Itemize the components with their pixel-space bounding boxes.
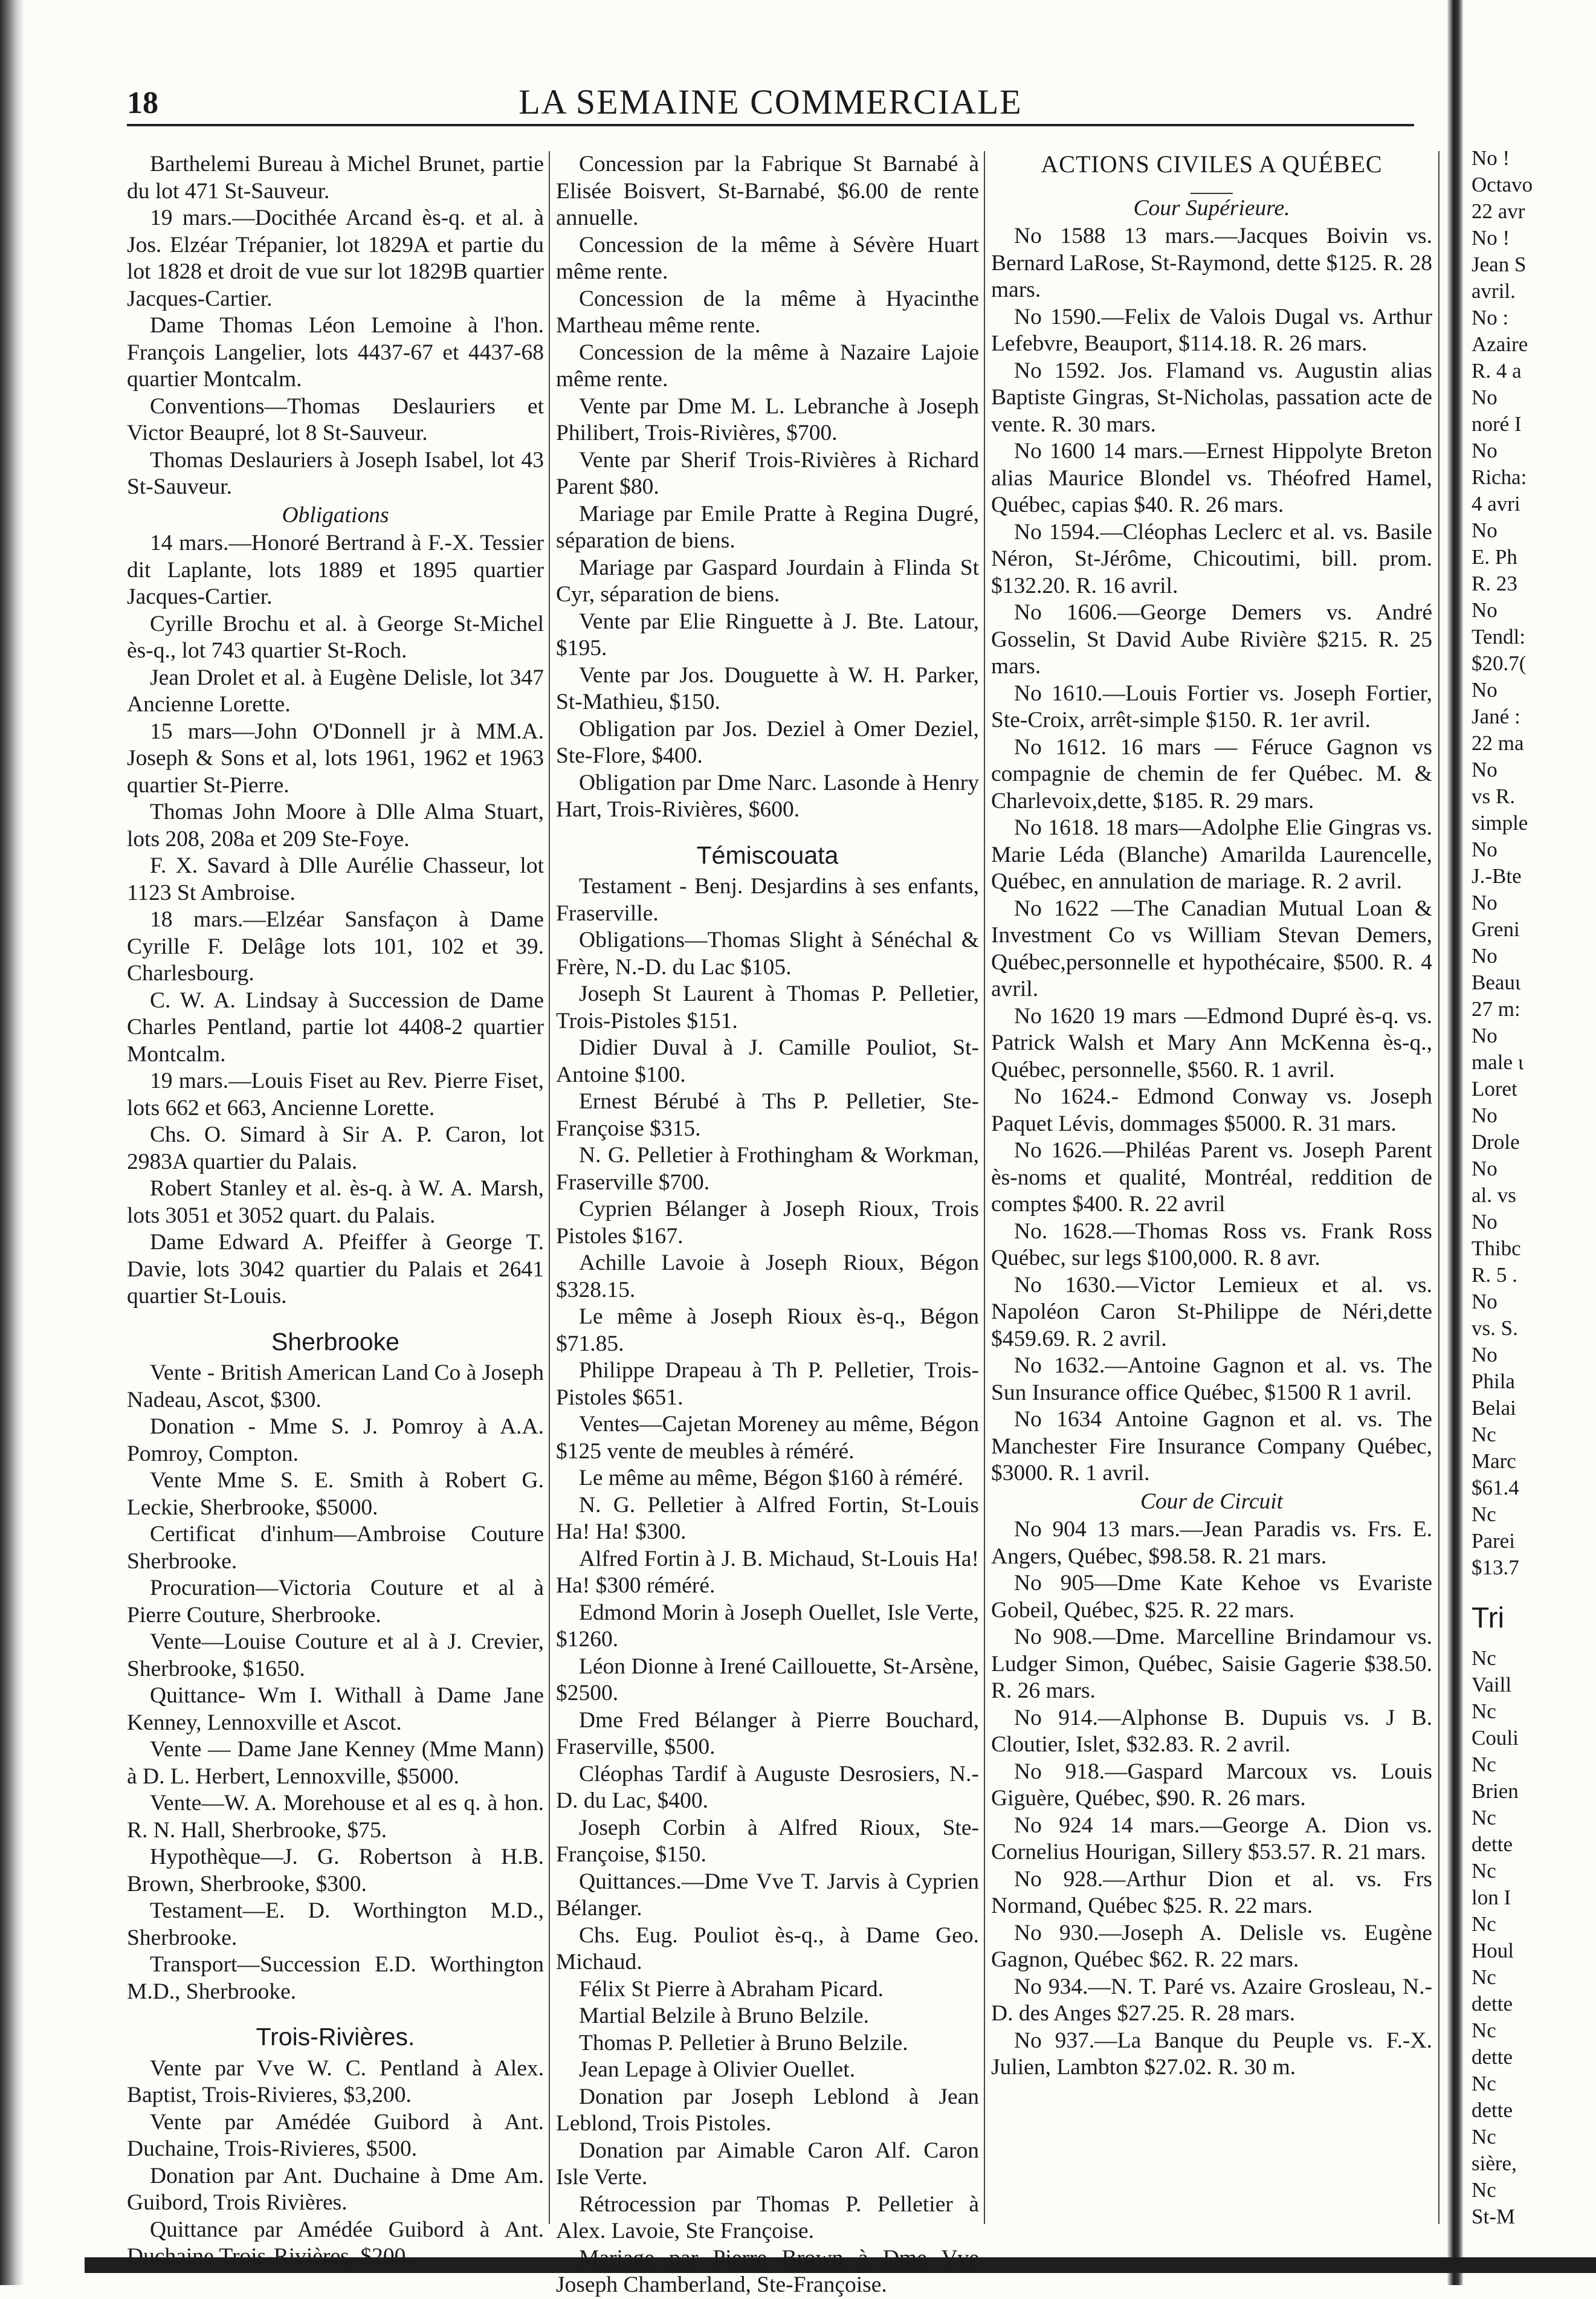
- court-case-entry: No 1590.—Felix de Valois Dugal vs. Arthur Lefebvre, Beauport, $114.18. R. 26 mars.: [991, 304, 1432, 356]
- text-fragment: Marc: [1472, 1449, 1516, 1473]
- text-fragment: Nc: [1472, 2019, 1496, 2042]
- temiscouata-entry: Philippe Drapeau à Th P. Pelletier, Trois-Pistoles $651.: [556, 1358, 979, 1410]
- temiscouata-entry: Le même à Joseph Rioux ès-q., Bégon $71.85.: [556, 1304, 979, 1356]
- column-2: [556, 151, 979, 2297]
- text-fragment: dette: [1472, 2098, 1513, 2122]
- page-edge-left: [0, 0, 24, 2285]
- court-case-entry: No 908.—Dme. Marcelline Brindamour vs. Ludger Simon, Québec, Saisie Gagerie $38.50. R. 26 mars.: [991, 1625, 1432, 1703]
- temiscouata-entry: Cléophas Tardif à Auguste Desrosiers, N.-D. du Lac, $400.: [556, 1761, 979, 1813]
- text-fragment: 22 avr: [1472, 199, 1525, 223]
- registry-entry: Mariage par Emile Pratte à Regina Dugré, séparation de biens.: [556, 501, 979, 553]
- temiscouata-entry: Obligations—Thomas Slight à Sénéchal & Frère, N.-D. du Lac $105.: [556, 928, 979, 980]
- text-fragment: Nc: [1472, 1502, 1496, 1526]
- column-3: [991, 151, 1432, 2230]
- court-case-entry: No 1600 14 mars.—Ernest Hippolyte Breton alias Maurice Blondel vs. Théofred Hamel, Québec, capias $40. R. 26 mars.: [991, 439, 1432, 517]
- text-fragment: No: [1472, 891, 1497, 914]
- text-fragment: Parei: [1472, 1529, 1515, 1553]
- temiscouata-entry: Le même au même, Bégon $160 à réméré.: [579, 1466, 964, 1490]
- cour-de-circuit-list: [991, 1516, 1432, 2081]
- obligation-entry: C. W. A. Lindsay à Succession de Dame Charles Pentland, partie lot 4408-2 quartier Montcalm.: [127, 988, 544, 1067]
- text-fragment: No: [1472, 944, 1497, 968]
- text-fragment: Drole: [1472, 1130, 1520, 1154]
- text-fragment: Nc: [1472, 1859, 1496, 1883]
- temiscouata-entry: Cyprien Bélanger à Joseph Rioux, Trois Pistoles $167.: [556, 1197, 979, 1249]
- temiscouata-entry: Donation par Joseph Leblond à Jean Leblond, Trois Pistoles.: [556, 2084, 979, 2136]
- text-fragment: dette: [1472, 1832, 1513, 1856]
- text-fragment: No: [1472, 439, 1497, 462]
- text-fragment: No: [1472, 678, 1497, 702]
- temiscouata-entry: Dme Fred Bélanger à Pierre Bouchard, Fraserville, $500.: [556, 1707, 979, 1759]
- text-fragment: 4 avri: [1472, 492, 1520, 516]
- text-fragment: No: [1472, 1024, 1497, 1047]
- page-number: 18: [127, 86, 158, 120]
- registry-entry: Mariage par Gaspard Jourdain à Flinda St Cyr, séparation de biens.: [556, 555, 979, 607]
- sherbrooke-entry: Vente — Dame Jane Kenney (Mme Mann) à D. L. Herbert, Lennoxville, $5000.: [127, 1737, 544, 1789]
- section-title-sherbrooke: Sherbrooke: [271, 1327, 399, 1356]
- court-case-entry: No 924 14 mars.—George A. Dion vs. Cornelius Hourigan, Sillery $53.57. R. 21 mars.: [991, 1812, 1432, 1864]
- court-case-entry: No 930.—Joseph A. Delisle vs. Eugène Gagnon, Québec $62. R. 22 mars.: [991, 1920, 1432, 1972]
- text-fragment: Brien: [1472, 1779, 1519, 1803]
- court-case-entry: No 934.—N. T. Paré vs. Azaire Grosleau, N.-D. des Anges $27.25. R. 28 mars.: [991, 1974, 1432, 2026]
- section-title-actions-civiles: ACTIONS CIVILES A QUÉBEC: [1041, 150, 1383, 178]
- text-fragment: Nc: [1472, 2072, 1496, 2095]
- text-fragment: Houl: [1472, 1939, 1514, 1962]
- text-fragment: lon I: [1472, 1886, 1511, 1909]
- text-fragment: Jean S: [1472, 253, 1527, 276]
- obligation-entry: Dame Edward A. Pfeiffer à George T. Davie, lots 3042 quartier du Palais et 2641 quartier St-Louis.: [127, 1230, 544, 1308]
- temiscouata-entry: Jean Lepage à Olivier Ouellet.: [579, 2057, 856, 2082]
- text-fragment: Jané :: [1472, 705, 1520, 728]
- cutoff-fragments-b: [1472, 1645, 1596, 2230]
- subheading-cour-superieure: Cour Supérieure.: [1133, 195, 1290, 221]
- temiscouata-entry: Ventes—Cajetan Moreney au même, Bégon $125 vente de meubles à réméré.: [556, 1412, 979, 1464]
- text-fragment: avril.: [1472, 279, 1516, 303]
- subheading-cour-de-circuit: Cour de Circuit: [1140, 1489, 1284, 1514]
- concession-list: [556, 151, 979, 824]
- text-fragment: R. 4 a: [1472, 359, 1522, 383]
- text-fragment: Vaill: [1472, 1673, 1512, 1696]
- sherbrooke-entry: Vente—Louise Couture et al à J. Crevier, Sherbrooke, $1650.: [127, 1629, 544, 1681]
- temiscouata-entry: N. G. Pelletier à Frothingham & Workman, Fraserville $700.: [556, 1143, 979, 1195]
- text-fragment: Octavo: [1472, 173, 1533, 196]
- obligation-entry: Thomas John Moore à Dlle Alma Stuart, lots 208, 208a et 209 Ste-Foye.: [127, 800, 544, 852]
- court-case-entry: No 904 13 mars.—Jean Paradis vs. Frs. E. Angers, Québec, $98.58. R. 21 mars.: [991, 1517, 1432, 1569]
- obligations-list: [127, 530, 544, 1310]
- page-header: [127, 82, 1414, 126]
- text-fragment: Nc: [1472, 1646, 1496, 1670]
- court-case-entry: No 1592. Jos. Flamand vs. Augustin alias Baptiste Gingras, St-Nicholas, passation acte de vente. R. 30 mars.: [991, 358, 1432, 437]
- text-fragment: $61.4: [1472, 1476, 1519, 1499]
- registry-entry: Vente par Elie Ringuette à J. Bte. Latour, $195.: [556, 609, 979, 661]
- text-fragment: Nc: [1472, 2178, 1496, 2202]
- column-1: [127, 151, 544, 2269]
- trois-rivieres-list: [127, 2055, 544, 2271]
- court-case-entry: No 914.—Alphonse B. Dupuis vs. J B. Cloutier, Islet, $32.83. R. 2 avril.: [991, 1705, 1432, 1757]
- page-edge-right: [1447, 0, 1463, 2285]
- court-case-entry: No 918.—Gaspard Marcoux vs. Louis Giguère, Québec, $90. R. 26 mars.: [991, 1759, 1432, 1811]
- text-fragment: No: [1472, 758, 1497, 781]
- temiscouata-entry: Alfred Fortin à J. B. Michaud, St-Louis Ha! Ha! $300 réméré.: [556, 1546, 979, 1598]
- text-fragment: No: [1472, 1157, 1497, 1180]
- text-fragment: Nc: [1472, 1753, 1496, 1776]
- column-rule: [549, 151, 550, 2224]
- text-fragment: dette: [1472, 2045, 1513, 2069]
- temiscouata-entry: Achille Lavoie à Joseph Rioux, Bégon $328.15.: [556, 1250, 979, 1302]
- court-case-entry: No 1626.—Philéas Parent vs. Joseph Parent ès-noms et qualité, Montréal, reddition de comptes $400. R. 22 avril: [991, 1138, 1432, 1217]
- text-fragment: Beauι: [1472, 971, 1521, 994]
- sherbrooke-entry: Certificat d'inhum—Ambroise Couture Sherbrooke.: [127, 1522, 544, 1574]
- text-fragment: No :: [1472, 306, 1509, 329]
- obligation-entry: 18 mars.—Elzéar Sansfaçon à Dame Cyrille F. Delâge lots 101, 102 et 39. Charlesbourg.: [127, 907, 544, 986]
- text-fragment: vs R.: [1472, 784, 1515, 808]
- text-fragment: No !: [1472, 226, 1510, 250]
- registry-entry: Vente par Dme M. L. Lebranche à Joseph Philibert, Trois-Rivières, $700.: [556, 393, 979, 445]
- text-fragment: male ι: [1472, 1050, 1524, 1074]
- text-fragment: 27 m:: [1472, 997, 1520, 1021]
- text-fragment: al. vs: [1472, 1183, 1516, 1207]
- court-case-entry: No 1634 Antoine Gagnon et al. vs. The Manchester Fire Insurance Company Québec, $3000. R. 1 avril.: [991, 1407, 1432, 1486]
- court-case-entry: No 1588 13 mars.—Jacques Boivin vs. Bernard LaRose, St-Raymond, dette $125. R. 28 mars.: [991, 224, 1432, 302]
- text-fragment: vs. S.: [1472, 1316, 1518, 1340]
- text-fragment: sière,: [1472, 2152, 1517, 2175]
- sherbrooke-entry: Transport—Succession E.D. Worthington M.D., Sherbrooke.: [127, 1952, 544, 2004]
- text-fragment: No: [1472, 519, 1497, 542]
- temiscouata-entry: Donation par Aimable Caron Alf. Caron Isle Verte.: [556, 2138, 979, 2190]
- cutoff-heading: Tri: [1472, 1602, 1505, 1634]
- temiscouata-entry: Testament - Benj. Desjardins à ses enfants, Fraserville.: [556, 874, 979, 926]
- text-fragment: E. Ph: [1472, 545, 1517, 569]
- sherbrooke-list: [127, 1360, 544, 2005]
- court-case-entry: No 1606.—George Demers vs. André Gosselin, St David Aube Rivière $215. R. 25 mars.: [991, 600, 1432, 679]
- sherbrooke-entry: Vente—W. A. Morehouse et al es q. à hon. R. N. Hall, Sherbrooke, $75.: [127, 1791, 544, 1843]
- registry-entry: Concession de la même à Sévère Huart même rente.: [556, 232, 979, 284]
- temiscouata-entry: Chs. Eug. Pouliot ès-q., à Dame Geo. Michaud.: [556, 1922, 979, 1974]
- temiscouata-entry: Félix St Pierre à Abraham Picard.: [579, 1976, 884, 2002]
- court-case-entry: No. 1628.—Thomas Ross vs. Frank Ross Québec, sur legs $100,000. R. 8 avr.: [991, 1218, 1432, 1270]
- registry-entry: Vente par Jos. Douguette à W. H. Parker, St-Mathieu, $150.: [556, 662, 979, 714]
- text-fragment: R. 23: [1472, 572, 1517, 595]
- obligation-entry: Chs. O. Simard à Sir A. P. Caron, lot 2983A quartier du Palais.: [127, 1122, 544, 1174]
- obligation-entry: 19 mars.—Louis Fiset au Rev. Pierre Fiset, lots 662 et 663, Ancienne Lorette.: [127, 1069, 544, 1120]
- court-case-entry: No 905—Dme Kate Kehoe vs Evariste Gobeil, Québec, $25. R. 22 mars.: [991, 1571, 1432, 1623]
- text-fragment: $13.7: [1472, 1556, 1519, 1579]
- sherbrooke-entry: Quittance- Wm I. Withall à Dame Jane Kenney, Lennoxville et Ascot.: [127, 1683, 544, 1735]
- temiscouata-entry: Joseph Corbin à Alfred Rioux, Ste-Françoise, $150.: [556, 1815, 979, 1867]
- text-fragment: No: [1472, 386, 1497, 409]
- text-fragment: Nc: [1472, 1423, 1496, 1446]
- temiscouata-entry: Quittances.—Dme Vve T. Jarvis à Cyprien Bélanger.: [556, 1869, 979, 1921]
- trois-rivieres-entry: Donation par Ant. Duchaine à Dme Am. Guibord, Trois Rivières.: [127, 2163, 544, 2215]
- text-fragment: No: [1472, 1343, 1497, 1366]
- obligation-entry: Robert Stanley et al. ès-q. à W. A. Marsh, lots 3051 et 3052 quart. du Palais.: [127, 1176, 544, 1228]
- sherbrooke-entry: Hypothèque—J. G. Robertson à H.B. Brown, Sherbrooke, $300.: [127, 1845, 544, 1896]
- section-title-temiscouata: Témiscouata: [696, 841, 839, 869]
- registry-entry: Conventions—Thomas Deslauriers et Victor Beaupré, lot 8 St-Sauveur.: [127, 393, 544, 445]
- text-fragment: Loret: [1472, 1077, 1517, 1101]
- temiscouata-entry: Martial Belzile à Bruno Belzile.: [579, 2003, 870, 2028]
- registry-entry: Obligation par Dme Narc. Lasonde à Henry Hart, Trois-Rivières, $600.: [556, 770, 979, 822]
- trois-rivieres-entry: Vente par Vve W. C. Pentland à Alex. Baptist, Trois-Rivieres, $3,200.: [127, 2055, 544, 2107]
- sherbrooke-entry: Vente Mme S. E. Smith à Robert G. Leckie, Sherbrooke, $5000.: [127, 1468, 544, 1520]
- court-case-entry: No 1630.—Victor Lemieux et al. vs. Napoléon Caron St-Philippe de Néri,dette $459.69. R. 2 avril.: [991, 1272, 1432, 1351]
- text-fragment: Nc: [1472, 1912, 1496, 1936]
- court-case-entry: No 1612. 16 mars — Féruce Gagnon vs compagnie de chemin de fer Québec. M. & Charlevoix,dette, $185. R. 29 mars.: [991, 734, 1432, 813]
- text-fragment: Nc: [1472, 1699, 1496, 1723]
- text-fragment: No: [1472, 838, 1497, 861]
- text-fragment: St-M: [1472, 2205, 1515, 2228]
- masthead-title: LA SEMAINE COMMERCIALE: [519, 82, 1023, 121]
- sherbrooke-entry: Procuration—Victoria Couture et al à Pierre Couture, Sherbrooke.: [127, 1576, 544, 1628]
- registry-entries: [127, 151, 544, 501]
- temiscouata-entry: Joseph St Laurent à Thomas P. Pelletier, Trois-Pistoles $151.: [556, 981, 979, 1033]
- temiscouata-entry: Didier Duval à J. Camille Pouliot, St-Antoine $100.: [556, 1035, 979, 1087]
- obligation-entry: 14 mars.—Honoré Bertrand à F.-X. Tessier dit Laplante, lots 1889 et 1895 quartier Jacques-Cartier.: [127, 531, 544, 609]
- registry-entry: Concession de la même à Hyacinthe Martheau même rente.: [556, 286, 979, 338]
- text-fragment: Nc: [1472, 1806, 1496, 1829]
- court-case-entry: No 928.—Arthur Dion et al. vs. Frs Normand, Québec $25. R. 22 mars.: [991, 1866, 1432, 1918]
- column-4-cutoff: [1472, 145, 1596, 2228]
- court-case-entry: No 1610.—Louis Fortier vs. Joseph Fortier, Ste-Croix, arrêt-simple $150. R. 1er avril.: [991, 681, 1432, 732]
- temiscouata-entry: Edmond Morin à Joseph Ouellet, Isle Verte, $1260.: [556, 1600, 979, 1652]
- column-rule: [1438, 151, 1439, 2224]
- section-title-trois-rivieres: Trois-Rivières.: [256, 2023, 415, 2051]
- sherbrooke-entry: Testament—E. D. Worthington M.D., Sherbrooke.: [127, 1898, 544, 1950]
- cour-superieure-list: [991, 223, 1432, 1487]
- subheading-obligations: Obligations: [282, 502, 389, 528]
- text-fragment: Nc: [1472, 1965, 1496, 1989]
- obligation-entry: Cyrille Brochu et al. à George St-Michel ès-q., lot 743 quartier St-Roch.: [127, 611, 544, 663]
- text-fragment: Belai: [1472, 1396, 1516, 1420]
- trois-rivieres-entry: Vente par Amédée Guibord à Ant. Duchaine, Trois-Rivieres, $500.: [127, 2109, 544, 2161]
- court-case-entry: No 1594.—Cléophas Leclerc et al. vs. Basile Néron, St-Jérôme, Chicoutimi, bill. prom. $132.20. R. 16 avril.: [991, 519, 1432, 598]
- text-fragment: Couli: [1472, 1726, 1519, 1750]
- temiscouata-entry: N. G. Pelletier à Alfred Fortin, St-Louis Ha! Ha! $300.: [556, 1492, 979, 1544]
- temiscouata-entry: Léon Dionne à Irené Caillouette, St-Arsène, $2500.: [556, 1654, 979, 1706]
- text-fragment: Phila: [1472, 1369, 1515, 1393]
- registry-entry: Barthelemi Bureau à Michel Brunet, partie du lot 471 St-Sauveur.: [127, 152, 544, 204]
- court-case-entry: No 1632.—Antoine Gagnon et al. vs. The Sun Insurance office Québec, $1500 R 1 avril.: [991, 1353, 1432, 1405]
- registry-entry: Thomas Deslauriers à Joseph Isabel, lot 43 St-Sauveur.: [127, 447, 544, 499]
- text-fragment: 22 ma: [1472, 731, 1524, 755]
- text-fragment: No: [1472, 598, 1497, 622]
- text-fragment: noré I: [1472, 412, 1522, 436]
- text-fragment: No !: [1472, 146, 1510, 170]
- registry-entry: Concession par la Fabrique St Barnabé à Elisée Boisvert, St-Barnabé, $6.00 de rente annuelle.: [556, 152, 979, 230]
- registry-entry: Dame Thomas Léon Lemoine à l'hon. François Langelier, lots 4437-67 et 4437-68 quartier Montcalm.: [127, 313, 544, 392]
- registry-entry: Vente par Sherif Trois-Rivières à Richard Parent $80.: [556, 447, 979, 499]
- text-fragment: No: [1472, 1290, 1497, 1313]
- text-fragment: Richa:: [1472, 465, 1527, 489]
- temiscouata-list: [556, 873, 979, 2299]
- court-case-entry: No 1622 —The Canadian Mutual Loan & Investment Co vs William Stevan Demers, Québec,personnelle et hypothécaire, $500. R. 4 avril.: [991, 896, 1432, 1001]
- text-fragment: Nc: [1472, 2125, 1496, 2149]
- court-case-entry: No 937.—La Banque du Peuple vs. F.-X. Julien, Lambton $27.02. R. 30 m.: [991, 2028, 1432, 2080]
- text-fragment: Greni: [1472, 917, 1520, 941]
- obligation-entry: F. X. Savard à Dlle Aurélie Chasseur, lot 1123 St Ambroise.: [127, 853, 544, 905]
- registry-entry: Obligation par Jos. Deziel à Omer Deziel, Ste-Flore, $400.: [556, 716, 979, 768]
- divider: [991, 182, 1432, 194]
- text-fragment: dette: [1472, 1992, 1513, 2016]
- text-fragment: J.-Bte: [1472, 864, 1522, 888]
- trois-rivieres-entry: Quittance par Amédée Guibord à Ant. Duchaine Trois-Rivières, $200.: [127, 2217, 544, 2269]
- temiscouata-entry: Rétrocession par Thomas P. Pelletier à Alex. Lavoie, Ste Françoise.: [556, 2191, 979, 2243]
- text-fragment: R. 5 .: [1472, 1263, 1517, 1287]
- court-case-entry: No 1624.- Edmond Conway vs. Joseph Paquet Lévis, dommages $5000. R. 31 mars.: [991, 1084, 1432, 1136]
- temiscouata-entry: Thomas P. Pelletier à Bruno Belzile.: [579, 2030, 908, 2055]
- text-fragment: No: [1472, 1210, 1497, 1234]
- text-fragment: Azaire: [1472, 332, 1528, 356]
- text-fragment: $20.7(: [1472, 652, 1527, 675]
- temiscouata-entry: Mariage par Pierre Brown à Dme Vve Joseph Chamberland, Ste-Françoise.: [556, 2245, 979, 2297]
- temiscouata-entry: Ernest Bérubé à Ths P. Pelletier, Ste-Françoise $315.: [556, 1089, 979, 1141]
- cutoff-fragments-a: [1472, 145, 1596, 1581]
- text-fragment: simple: [1472, 811, 1528, 835]
- court-case-entry: No 1620 19 mars —Edmond Dupré ès-q. vs. Patrick Walsh et Mary Ann McKenna ès-q., Québec, personnelle, $560. R. 1 avril.: [991, 1003, 1432, 1082]
- text-fragment: No: [1472, 1104, 1497, 1127]
- obligation-entry: Jean Drolet et al. à Eugène Delisle, lot 347 Ancienne Lorette.: [127, 665, 544, 717]
- sherbrooke-entry: Vente - British American Land Co à Joseph Nadeau, Ascot, $300.: [127, 1360, 544, 1412]
- registry-entry: Concession de la même à Nazaire Lajoie même rente.: [556, 340, 979, 392]
- obligation-entry: 15 mars—John O'Donnell jr à MM.A. Joseph & Sons et al, lots 1961, 1962 et 1963 quartier St-Pierre.: [127, 719, 544, 798]
- text-fragment: Tendl:: [1472, 625, 1525, 648]
- text-fragment: Thibc: [1472, 1237, 1521, 1260]
- registry-entry: 19 mars.—Docithée Arcand ès-q. et al. à Jos. Elzéar Trépanier, lot 1829A et partie du lot 1828 et droit de vue sur lot 1829B quartier Jacques-Cartier.: [127, 205, 544, 311]
- court-case-entry: No 1618. 18 mars—Adolphe Elie Gingras vs. Marie Léda (Blanche) Amarilda Laurencelle, Québec, en annulation de mariage. R. 2 avril.: [991, 815, 1432, 894]
- sherbrooke-entry: Donation - Mme S. J. Pomroy à A.A. Pomroy, Compton.: [127, 1414, 544, 1466]
- column-rule: [984, 151, 985, 2224]
